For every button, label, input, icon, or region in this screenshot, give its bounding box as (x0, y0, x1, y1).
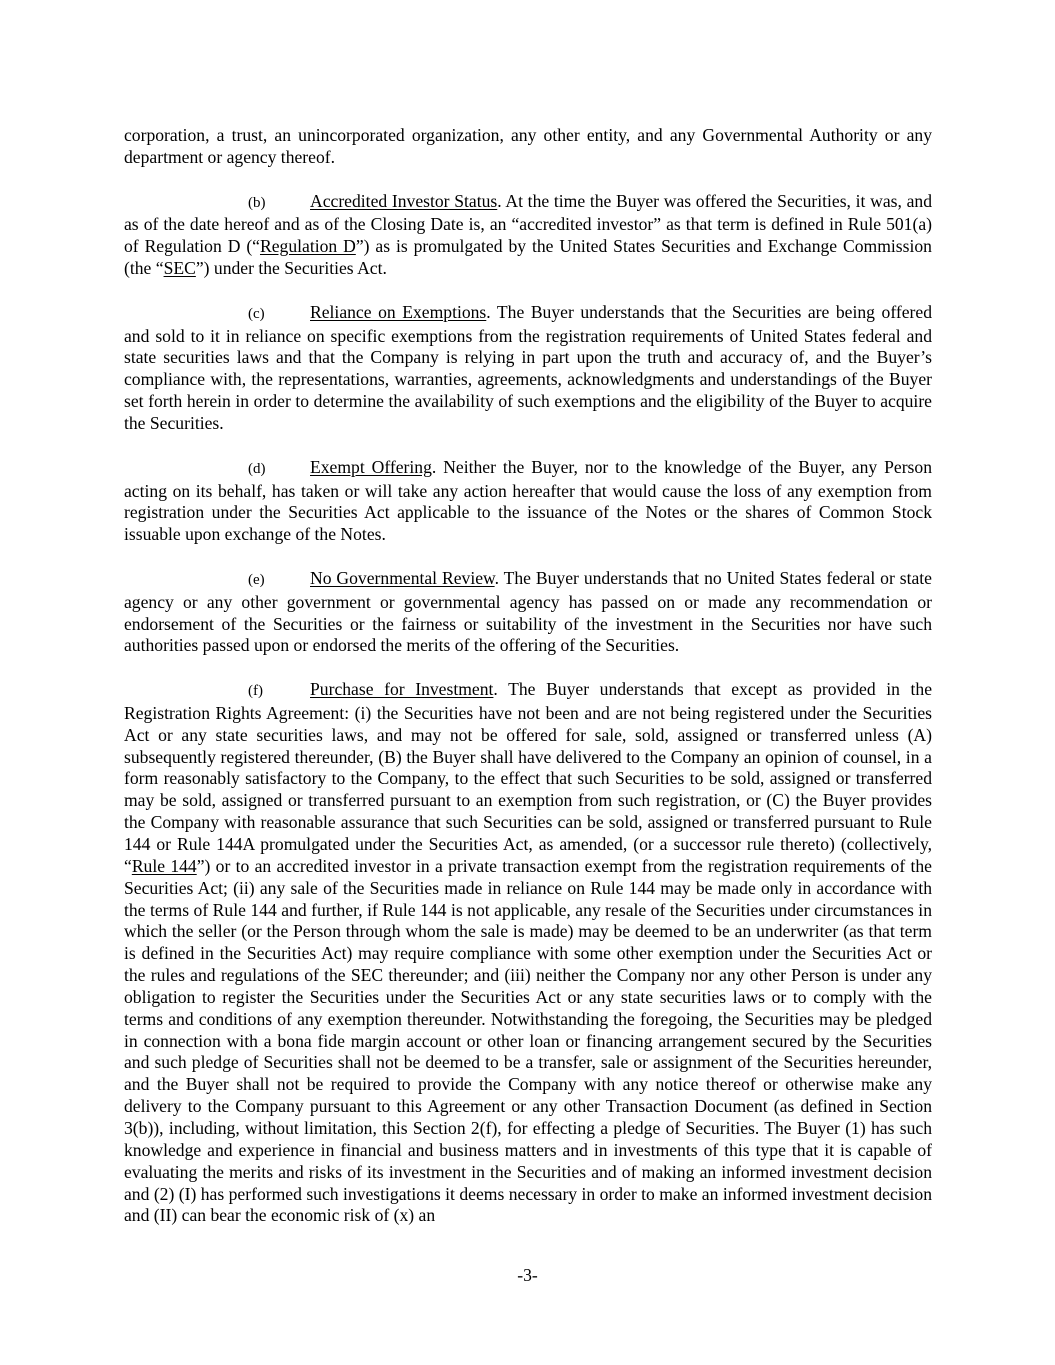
section-d-heading: Exempt Offering (310, 456, 432, 477)
section-e-text: . The Buyer understands that no United States federal or state agency or any other government or governmental agency has passed on or made any recommendation or endorsement of the Securities or the fairness or suitability of the investment in the Securities nor have such authorities passed upon or endorsed the merits of the offering of the Securities. (124, 567, 932, 656)
page-number: -3- (517, 1265, 538, 1285)
defined-term-regulation-d: Regulation D (259, 236, 356, 257)
section-f-text-1: . The Buyer understands that except as provided in the Registration Rights Agreement: (i) the Securities have not been and are not being registered under the Securities Act or any state securities laws, and may not be offered for sale, sold, assigned or transferred unless (A) subsequently registered thereunder, (B) the Buyer shall have delivered to the Company an opinion of counsel, in a form reasonably satisfactory to the Company, to the effect that such Securities to be sold, assigned or transferred may be sold, assigned or transferred pursuant to an exemption from such registration, or (C) the Buyer provides the Company with reasonable assurance that such Securities can be sold, assigned or transferred pursuant to Rule 144 or Rule 144A promulgated under the Securities Act, as amended, (or a successor rule thereto) (collectively, “ (124, 679, 932, 876)
section-c-text: . The Buyer understands that the Securities are being offered and sold to it in reliance on specific exemptions from the registration requirements of United States federal and state securities laws and that the Company is relying in part upon the truth and accuracy of, and the Buyer’s compliance with, the representations, warranties, agreements, acknowledgments and understandings of the Buyer set forth herein in order to determine the availability of such exemptions and the eligibility of the Buyer to acquire the Securities. (124, 301, 932, 433)
section-d-number: (d) (248, 460, 266, 477)
section-f-number: (f) (248, 683, 263, 700)
paragraph-intro (124, 125, 932, 169)
section-d-paragraph (124, 457, 932, 546)
section-d-text: . Neither the Buyer, nor to the knowledge of the Buyer, any Person acting on its behalf, has taken or will take any action hereafter that would cause the loss of any exemption from registration under the Securities Act applicable to the issuance of the Notes or the shares of Common Stock issuable upon exchange of the Notes. (124, 456, 932, 545)
defined-term-sec: SEC (163, 258, 196, 279)
section-c-paragraph (124, 302, 932, 435)
section-b-text-3: ”) under the Securities Act. (195, 258, 387, 279)
defined-term-rule-144: Rule 144 (131, 855, 197, 876)
section-b-number: (b) (248, 194, 266, 211)
section-e-paragraph (124, 568, 932, 657)
section-c-number: (c) (248, 305, 265, 322)
document-page (124, 125, 932, 1249)
intro-text: corporation, a trust, an unincorporated organization, any other entity, and any Governmental Authority or any department or agency thereof. (124, 125, 932, 167)
section-f-paragraph (124, 679, 932, 1227)
section-b-heading: Accredited Investor Status (310, 190, 498, 211)
section-b-text-1: . At the time the Buyer was offered the Securities, it was, and as of the date hereof and as of the Closing Date is, an “accredited investor” as that term is defined in Rule 501(a) of Regulation D (“ (124, 190, 932, 257)
section-b-paragraph (124, 191, 932, 280)
section-b-text-2: ”) as is promulgated by the United States Securities and Exchange Commission (the “ (124, 236, 932, 279)
section-f-text-2: ”) or to an accredited investor in a private transaction exempt from the registration requirements of the Securities Act; (ii) any sale of the Securities made in reliance on Rule 144 may be made only in accordance with the terms of Rule 144 and further, if Rule 144 is not applicable, any resale of the Securities under circumstances in which the seller (or the Person through whom the sale is made) may be deemed to be an underwriter (as that term is defined in the Securities Act) may require compliance with some other exemption under the Securities Act or the rules and regulations of the SEC thereunder; and (iii) neither the Company nor any other Person is under any obligation to register the Securities under the Securities Act or any state securities laws or to comply with the terms and conditions of any exemption thereunder. Notwithstanding the foregoing, the Securities may be pledged in connection with a bona fide margin account or other loan or financing arrangement secured by the Securities and such pledge of Securities shall not be deemed to be a transfer, sale or assignment of the Securities hereunder, and the Buyer shall not be required to provide the Company with any notice thereof or otherwise make any delivery to the Company pursuant to this Agreement or any other Transaction Document (as defined in Section 3(b)), including, without limitation, this Section 2(f), for effecting a pledge of Securities. The Buyer (1) has such knowledge and experience in financial and business matters and in investments of this type that it is capable of evaluating the merits and risks of its investment in the Securities and of making an informed investment decision and (2) (I) has performed such investigations it deems necessary in order to make an informed investment decision and (II) can bear the economic risk of (x) an (124, 855, 932, 1226)
section-c-heading: Reliance on Exemptions (310, 301, 487, 322)
section-f-heading: Purchase for Investment (310, 679, 494, 700)
section-e-heading: No Governmental Review (310, 567, 495, 588)
section-e-number: (e) (248, 571, 265, 588)
